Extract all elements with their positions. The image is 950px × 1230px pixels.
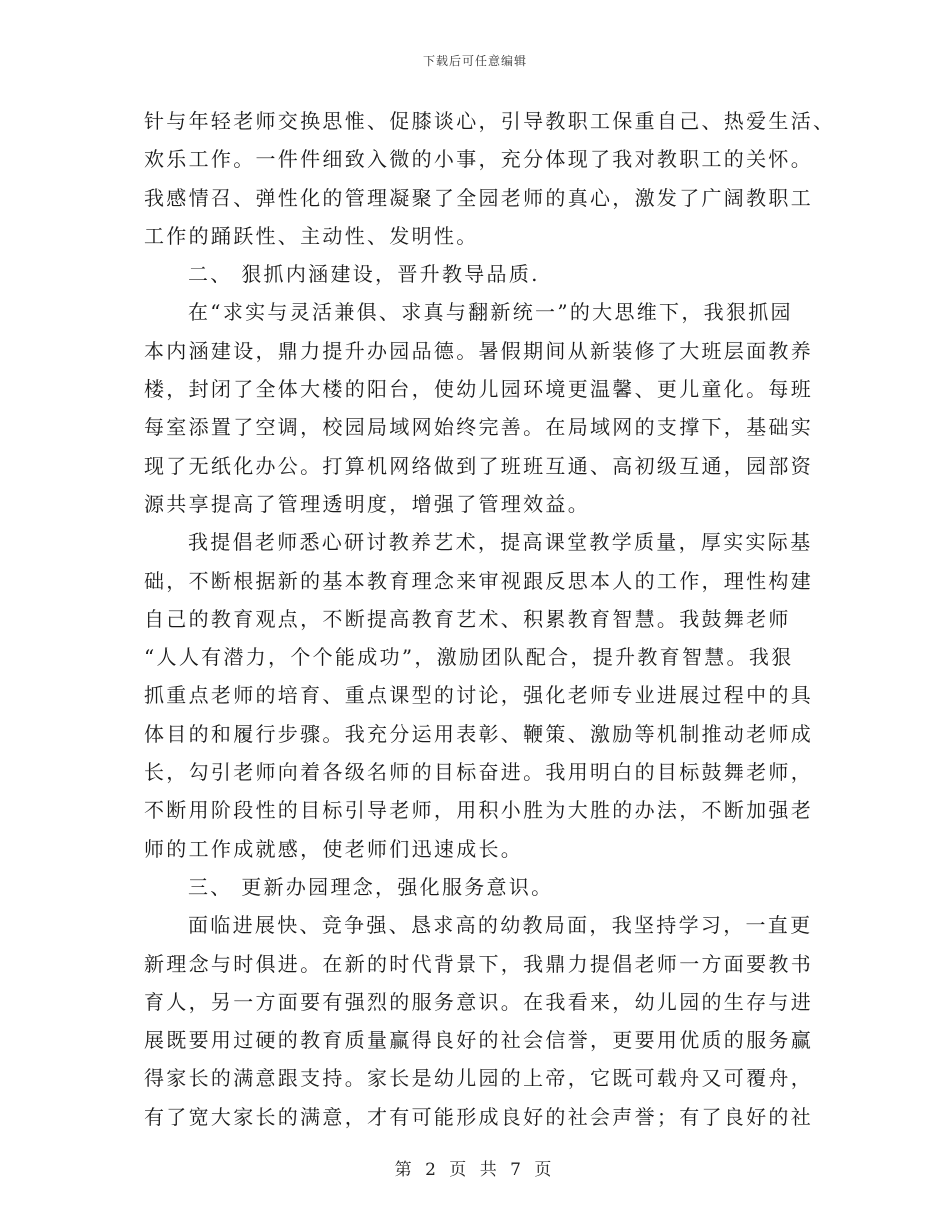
text-line: 面临进展快、竞争强、恳求高的幼教局面，我坚持学习，一直更 — [188, 913, 813, 938]
text-line: 工作的踊跃性、主动性、发明性。 — [144, 223, 479, 248]
text-line: 现了无纸化办公。打算机网络做到了班班互通、高初级互通，园部资 — [144, 453, 813, 478]
text-line: 每室添置了空调，校园局域网始终完善。在局域网的支撑下，基础实 — [144, 415, 813, 440]
text-line: 楼，封闭了全体大楼的阳台，使幼儿园环境更温馨、更儿童化。每班 — [144, 377, 813, 402]
document-body — [144, 102, 836, 1136]
text-line: 师的工作成就感，使老师们迅速成长。 — [144, 836, 524, 861]
text-line: 三、 更新办园理念，强化服务意识。 — [188, 874, 554, 899]
text-line: 本内涵建设，鼎力提升办园品德。暑假期间从新装修了大班层面教养 — [144, 338, 813, 363]
text-line: 础，不断根据新的基本教育理念来审视跟反思本人的工作，理性构建 — [144, 568, 813, 593]
text-line: 我提倡老师悉心研讨教养艺术，提高课堂教学质量，厚实实际基 — [188, 530, 813, 555]
text-line: 我感情召、弹性化的管理凝聚了全园老师的真心，激发了广阔教职工 — [144, 185, 813, 210]
text-line: 不断用阶段性的目标引导老师，用积小胜为大胜的办法，不断加强老 — [144, 798, 813, 823]
text-line: 抓重点老师的培育、重点课型的讨论，强化老师专业进展过程中的具 — [144, 683, 813, 708]
text-line: 有了宽大家长的满意，才有可能形成良好的社会声誉；有了良好的社 — [144, 1104, 813, 1129]
text-line: 得家长的满意跟支持。家长是幼儿园的上帝，它既可载舟又可覆舟， — [144, 1066, 813, 1091]
page-footer: 第 2 页 共 7 页 — [394, 1160, 556, 1180]
text-line: 在“求实与灵活兼俱、求真与翻新统一”的大思维下，我狠抓园 — [188, 300, 793, 325]
page-header: 下载后可任意编辑 — [422, 54, 527, 68]
text-line: 欢乐工作。一件件细致入微的小事，充分体现了我对教职工的关怀。 — [144, 147, 813, 172]
text-line: “人人有潜力，个个能成功”，激励团队配合，提升教育智慧。我狠 — [144, 645, 794, 670]
text-line: 二、 狠抓内涵建设，晋升教导品质. — [188, 262, 540, 287]
text-line: 自己的教育观点，不断提高教育艺术、积累教育智慧。我鼓舞老师 — [144, 606, 791, 631]
text-line: 新理念与时俱进。在新的时代背景下，我鼎力提倡老师一方面要教书 — [144, 951, 813, 976]
text-line: 育人，另一方面要有强烈的服务意识。在我看来，幼儿园的生存与进 — [144, 989, 813, 1014]
text-line: 长，勾引老师向着各级名师的目标奋进。我用明白的目标鼓舞老师， — [144, 760, 813, 785]
text-line: 针与年轻老师交换思惟、促膝谈心，引导教职工保重自己、热爱生活、 — [144, 109, 836, 133]
text-line: 源共享提高了管理透明度，增强了管理效益。 — [144, 491, 590, 516]
text-line: 体目的和履行步骤。我充分运用表彰、鞭策、激励等机制推动老师成 — [144, 721, 813, 746]
text-line: 展既要用过硬的教育质量赢得良好的社会信誉，更要用优质的服务赢 — [144, 1028, 813, 1053]
